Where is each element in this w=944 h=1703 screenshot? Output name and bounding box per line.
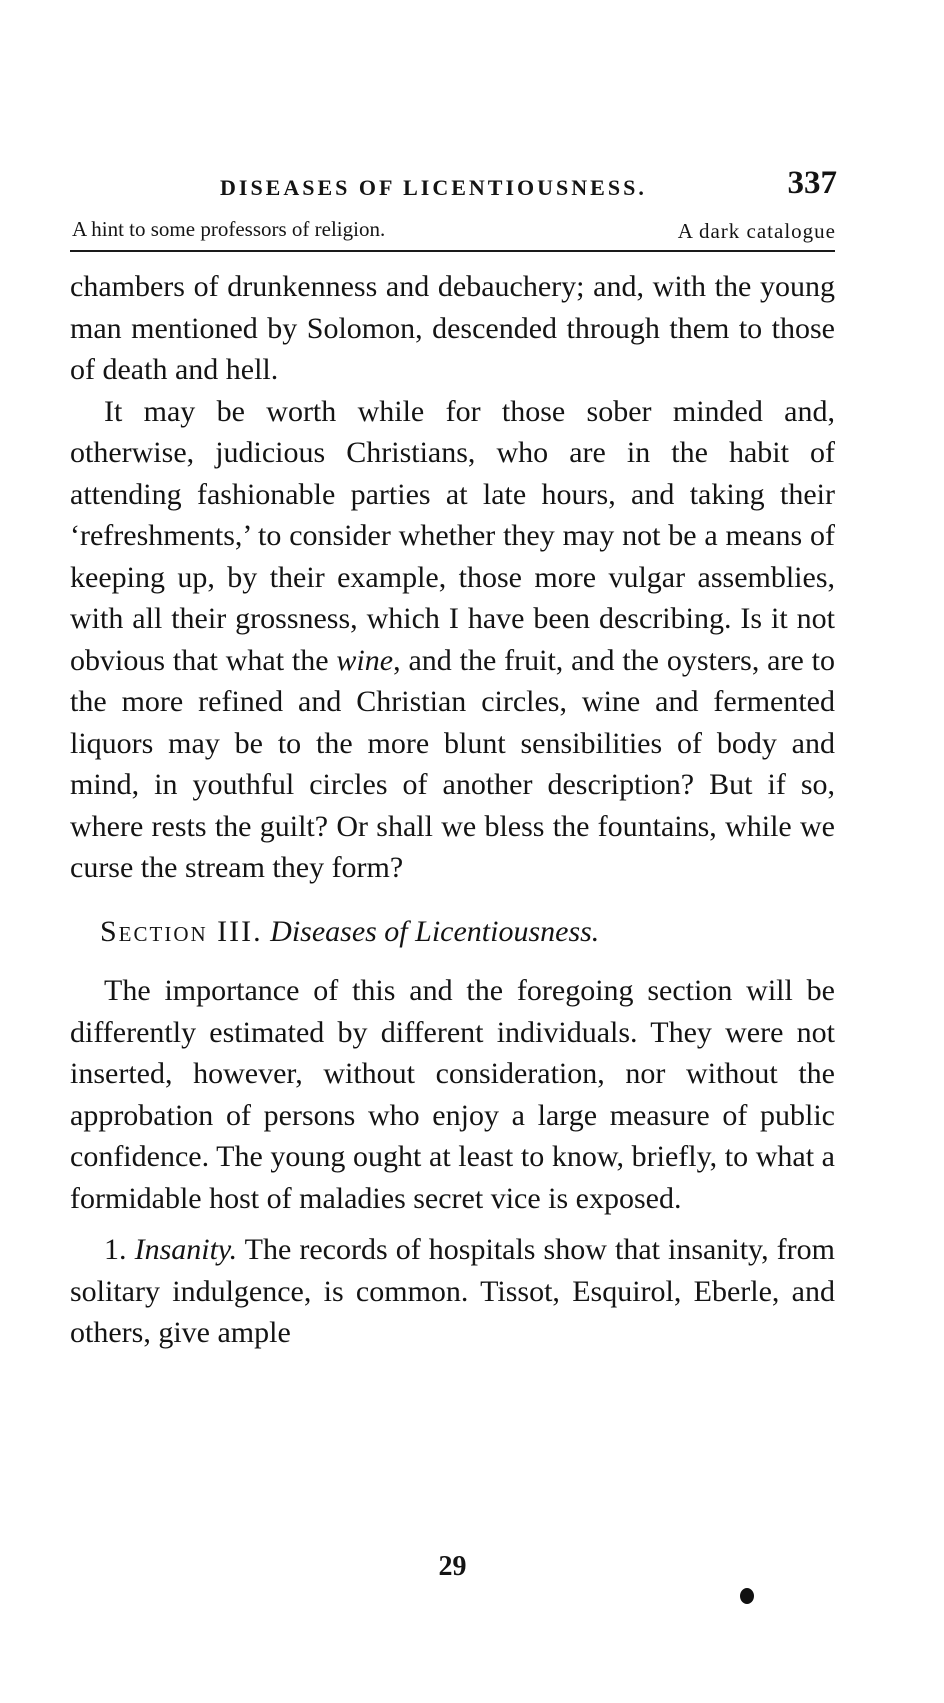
paragraph-continuation: chambers of drunkenness and debauchery; and, with the young man mentioned by Solomon, descended through them to those of death and hell. [70,270,835,386]
section-label: Section III. [100,914,263,948]
list-number: 1. [104,1233,127,1266]
section-title: Diseases of Licentiousness. [270,914,600,948]
emphasis-wine: wine [336,643,394,677]
ink-blot [740,1588,754,1604]
page-number: 337 [787,165,837,201]
paragraph-text: It may be worth while for those sober minded and, otherwise, judicious Christians, who are in the habit of attending fashionable parties at late hours, and taking their ‘refreshments,’ to consider whether they may not be a means of keeping up, by their example, those more vulgar assemblies, with all their grossness, which I have been describing. Is it not obvious that what the [70,394,835,677]
paragraph-text: , and the fruit, and the oysters, are to the more refined and Christian circles, wine and fermented liquors may be to the more blunt sensibilities of body and mind, in youthful circles of another description? But if so, where rests the guilt? Or shall we bless the fountains, while we curse the stream they form? [70,643,835,884]
paragraph-text: The records of hospitals show that insanity, from solitary indulgence, is common. Tissot, Esquirol, Eberle, and others, give ample [70,1233,835,1349]
paragraph-importance: The importance of this and the foregoing section will be differently estimated by different individuals. They were not inserted, however, without consideration, nor without the approbation of persons who enjoy a large measure of public confidence. The young ought at least to know, briefly, to what a formidable host of maladies secret vice is exposed. [70,974,835,1215]
signature-mark: 29 [438,1551,467,1582]
signature-area [70,0,835,1703]
marginal-note-right: A dark catalogue [677,219,836,243]
emphasis-insanity: Insanity. [134,1233,238,1266]
running-title: DISEASES OF LICENTIOUSNESS. [220,175,647,200]
marginal-note-left: A hint to some professors of religion. [72,217,386,241]
